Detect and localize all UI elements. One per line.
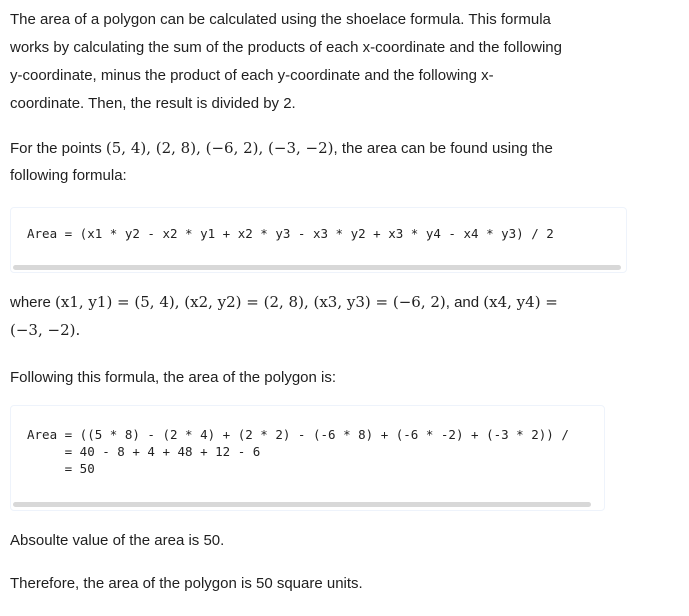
where-prefix: where: [10, 294, 56, 311]
intro-line-4: coordinate. Then, the result is divided by 2.: [10, 95, 296, 112]
points-math: (5, 4), (2, 8), (−6, 2), (−3, −2): [105, 139, 334, 157]
points-line-2: following formula:: [10, 167, 127, 184]
where-line: [10, 288, 558, 317]
points-suffix: , the area can be found using the: [333, 140, 553, 157]
where-math: (x1, y1) = (5, 4), (x2, y2) = (2, 8), (x3, y3) = (−6, 2): [55, 293, 446, 311]
points-line: [10, 134, 553, 163]
horizontal-scrollbar[interactable]: [13, 265, 621, 270]
horizontal-scrollbar[interactable]: [13, 502, 591, 507]
where-math-2: (x4, y4) =: [483, 293, 558, 311]
conclusion-text: Therefore, the area of the polygon is 50 square units.: [10, 575, 363, 592]
points-prefix: For the points: [10, 140, 106, 157]
intro-line-3: y-coordinate, minus the product of each y-coordinate and the following x-: [10, 67, 494, 84]
where-mid: , and: [445, 294, 484, 311]
where-line-2: (−3, −2).: [10, 321, 81, 339]
formula-code-block: [10, 207, 627, 273]
calculation-code: Area = ((5 * 8) - (2 * 4) + (2 * 2) - (-6 * 8) + (-6 * -2) + (-3 * 2)) / = 40 - 8 + 4 + 48 + 12 - 6 = 50: [27, 427, 569, 476]
formula-code: Area = (x1 * y2 - x2 * y1 + x2 * y3 - x3 * y2 + x3 * y4 - x4 * y3) / 2: [27, 226, 554, 241]
intro-line-2: works by calculating the sum of the products of each x-coordinate and the following: [10, 39, 562, 56]
following-text: Following this formula, the area of the polygon is:: [10, 369, 337, 386]
calculation-code-block: [10, 405, 605, 511]
absolute-value-text: Absoulte value of the area is 50.: [10, 532, 225, 549]
intro-line-1: The area of a polygon can be calculated using the shoelace formula. This formula: [10, 11, 551, 28]
